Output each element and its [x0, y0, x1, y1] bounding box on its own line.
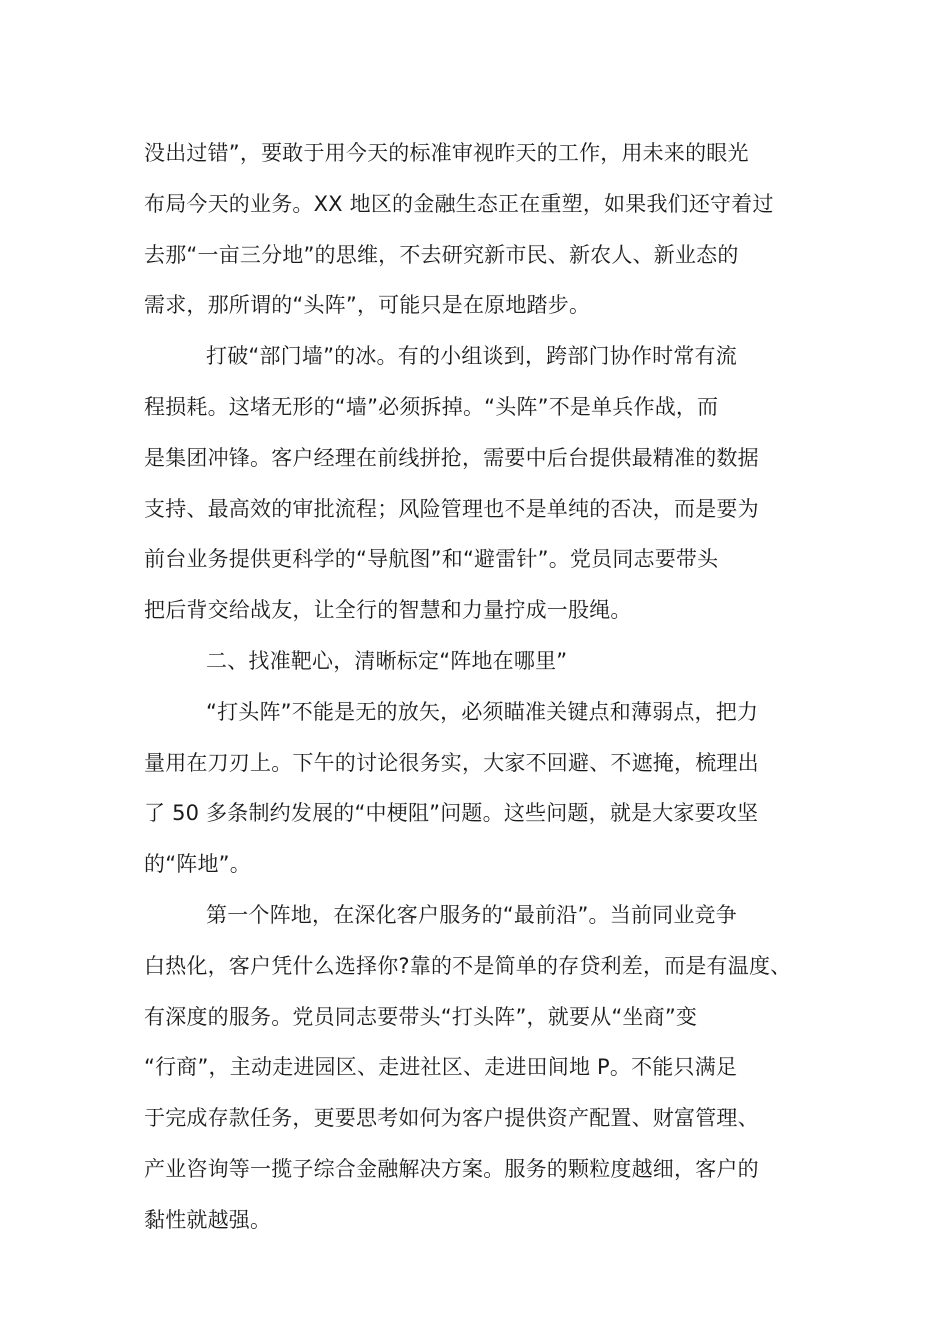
text-line: “打头阵”不能是无的放矢，必须瞄准关键点和薄弱点，把力: [206, 699, 759, 724]
section-heading: [144, 636, 844, 687]
text-line: 的“阵地”。: [144, 852, 251, 877]
paragraph: [144, 687, 844, 890]
text-line: 需求，那所谓的“头阵”，可能只是在原地踏步。: [144, 293, 591, 318]
text-line: 于完成存款任务，更要思考如何为客户提供资产配置、财富管理、: [144, 1106, 759, 1131]
text-line: 黏性就越强。: [144, 1207, 272, 1232]
heading-line: 二、找准靶心，清晰标定“阵地在哪里”: [206, 648, 568, 673]
text-line: 没出过错”，要敢于用今天的标准审视昨天的工作，用未来的眼光: [144, 141, 749, 165]
text-line: 有深度的服务。党员同志要带头“打头阵”，就要从“坐商”变: [144, 1004, 698, 1029]
text-line: 产业咨询等一揽子综合金融解决方案。服务的颗粒度越细，客户的: [144, 1156, 759, 1181]
paragraph: [144, 890, 844, 1246]
paragraph: [144, 128, 844, 331]
text-line: 前台业务提供更科学的“导航图”和“避雷针”。党员同志要带头: [144, 547, 719, 572]
text-line: 去那“一亩三分地”的思维，不去研究新市民、新农人、新业态的: [144, 242, 739, 267]
document-body: [144, 128, 844, 1246]
text-line: 量用在刀刃上。下午的讨论很务实，大家不回避、不遮掩，梳理出: [144, 750, 759, 775]
text-line: 白热化，客户凭什么选择你?靠的不是简单的存贷利差，而是有温度、: [144, 953, 792, 978]
text-line: 布局今天的业务。XX 地区的金融生态正在重塑，如果我们还守着过: [144, 191, 774, 216]
paragraph: [144, 331, 844, 636]
text-line: 第一个阵地，在深化客户服务的“最前沿”。当前同业竞争: [206, 902, 737, 927]
text-line: “行商”，主动走进园区、走进社区、走进田间地 P。不能只满足: [144, 1055, 738, 1080]
text-line: 支持、最高效的审批流程；风险管理也不是单纯的否决，而是要为: [144, 496, 759, 521]
text-line: 了 50 多条制约发展的“中梗阻”问题。这些问题，就是大家要攻坚: [144, 801, 759, 826]
text-line: 把后背交给战友，让全行的智慧和力量拧成一股绳。: [144, 598, 632, 623]
text-line: 是集团冲锋。客户经理在前线拼抢，需要中后台提供最精准的数据: [144, 445, 759, 470]
text-line: 打破“部门墙”的冰。有的小组谈到，跨部门协作时常有流: [206, 344, 737, 369]
text-line: 程损耗。这堵无形的“墙”必须拆掉。“头阵”不是单兵作战，而: [144, 394, 719, 419]
